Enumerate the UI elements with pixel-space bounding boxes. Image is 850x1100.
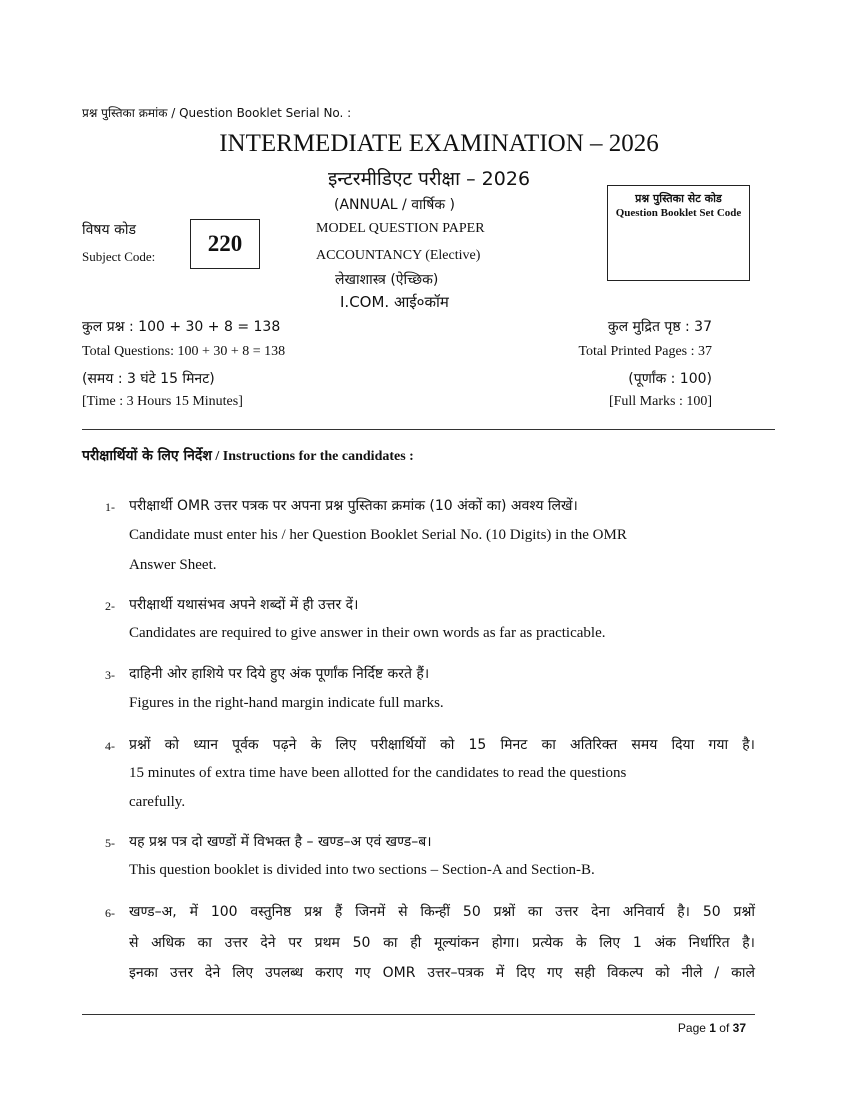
page-prefix: Page [677, 1021, 710, 1035]
instructions-heading-english: Instructions for the candidates : [222, 449, 414, 464]
stream-label: I.COM. आई०कॉम [340, 293, 449, 311]
instructions-heading-hindi: परीक्षार्थियों के लिए निर्देश [82, 448, 212, 464]
exam-title-hindi: इन्टरमीडिएट परीक्षा – 2026 [327, 168, 531, 190]
page-number [678, 1021, 746, 1035]
total-pages-english: Total Printed Pages : 37 [578, 344, 712, 359]
instruction-number: 5- [105, 836, 115, 850]
instruction-number: 6- [105, 906, 115, 920]
model-question-paper-label: MODEL QUESTION PAPER [316, 221, 485, 236]
instruction-number: 3- [105, 668, 115, 682]
instruction-text-english: 15 minutes of extra time have been allotted for the candidates to read the questions [129, 765, 627, 781]
instruction-number: 1- [105, 500, 115, 514]
instruction-text-english: Candidates are required to give answer in their own words as far as practicable. [129, 625, 606, 641]
total-pages-hindi: कुल मुद्रित पृष्ठ : 37 [607, 319, 712, 335]
total-questions-english: Total Questions: 100 + 30 + 8 = 138 [82, 344, 286, 359]
exam-title-english: INTERMEDIATE EXAMINATION – 2026 [219, 130, 659, 157]
instructions-heading-separator: / [211, 449, 223, 464]
instruction-text-english: Answer Sheet. [129, 557, 217, 573]
subject-code-label-english: Subject Code: [82, 249, 156, 264]
footer-divider [82, 1014, 755, 1015]
set-code-label-english: Question Booklet Set Code [615, 207, 742, 219]
instruction-text-hindi: परीक्षार्थी OMR उत्तर पत्रक पर अपना प्रश्न पुस्तिका क्रमांक (10 अंकों का) अवश्य लिखें। [129, 498, 578, 514]
subject-name-hindi: लेखाशास्त्र (ऐच्छिक) [335, 272, 439, 288]
instruction-text-hindi: यह प्रश्न पत्र दो खण्डों में विभक्त है – खण्ड–अ एवं खण्ड–ब। [129, 834, 432, 850]
subject-code-box [190, 219, 260, 269]
instruction-text-english: Figures in the right-hand margin indicate full marks. [129, 695, 444, 711]
full-marks-english: [Full Marks : 100] [608, 394, 712, 409]
total-questions-hindi: कुल प्रश्न : 100 + 30 + 8 = 138 [82, 319, 281, 335]
question-booklet-serial-label: प्रश्न पुस्तिका क्रमांक / Question Booklet Serial No. : [82, 106, 352, 120]
time-hindi: (समय : 3 घंटे 15 मिनट) [82, 371, 215, 387]
instruction-text-hindi: से अधिक का उत्तर देने पर प्रथम 50 का ही मूल्यांकन होगा। प्रत्येक के लिए 1 अंक निर्धारित है। [129, 935, 755, 951]
instruction-number: 2- [105, 599, 115, 613]
subject-code-label-hindi: विषय कोड [82, 222, 136, 238]
instruction-text-english: Candidate must enter his / her Question Booklet Serial No. (10 Digits) in the OMR [129, 527, 627, 543]
question-booklet-set-code-box [607, 185, 750, 281]
page-of: of [715, 1021, 733, 1035]
instruction-number: 4- [105, 739, 115, 753]
instruction-text-hindi: दाहिनी ओर हाशिये पर दिये हुए अंक पूर्णांक निर्दिष्ट करते हैं। [129, 666, 430, 682]
instructions-heading [82, 446, 414, 465]
page-total: 37 [732, 1021, 746, 1035]
full-marks-hindi: (पूर्णांक : 100) [628, 371, 712, 387]
instruction-text-hindi: खण्ड–अ, में 100 वस्तुनिष्ठ प्रश्न हैं जिनमें से किन्हीं 50 प्रश्नों का उत्तर देना अनिवार्य है। 50 प्रश्नों [129, 904, 755, 920]
instruction-text-hindi: प्रश्नों को ध्यान पूर्वक पढ़ने के लिए परीक्षार्थियों को 15 मिनट का अतिरिक्त समय दिया गया है। [129, 737, 755, 753]
instruction-text-hindi: इनका उत्तर देने लिए उपलब्ध कराए गए OMR उत्तर–पत्रक में दिए गए सही विकल्प को नीले / काले [129, 965, 755, 981]
top-divider [82, 429, 775, 430]
subject-code-value: 220 [207, 231, 243, 256]
subject-name-english: ACCOUNTANCY (Elective) [316, 248, 481, 263]
time-english: [Time : 3 Hours 15 Minutes] [82, 394, 243, 409]
instruction-text-hindi: परीक्षार्थी यथासंभव अपने शब्दों में ही उत्तर दें। [129, 597, 359, 613]
page-current: 1 [709, 1021, 716, 1035]
set-code-label-hindi: प्रश्न पुस्तिका सेट कोड [635, 192, 722, 205]
annual-label: (ANNUAL / वार्षिक ) [334, 197, 456, 213]
instruction-text-english: This question booklet is divided into two sections – Section-A and Section-B. [129, 862, 595, 878]
instruction-text-english: carefully. [129, 794, 186, 810]
